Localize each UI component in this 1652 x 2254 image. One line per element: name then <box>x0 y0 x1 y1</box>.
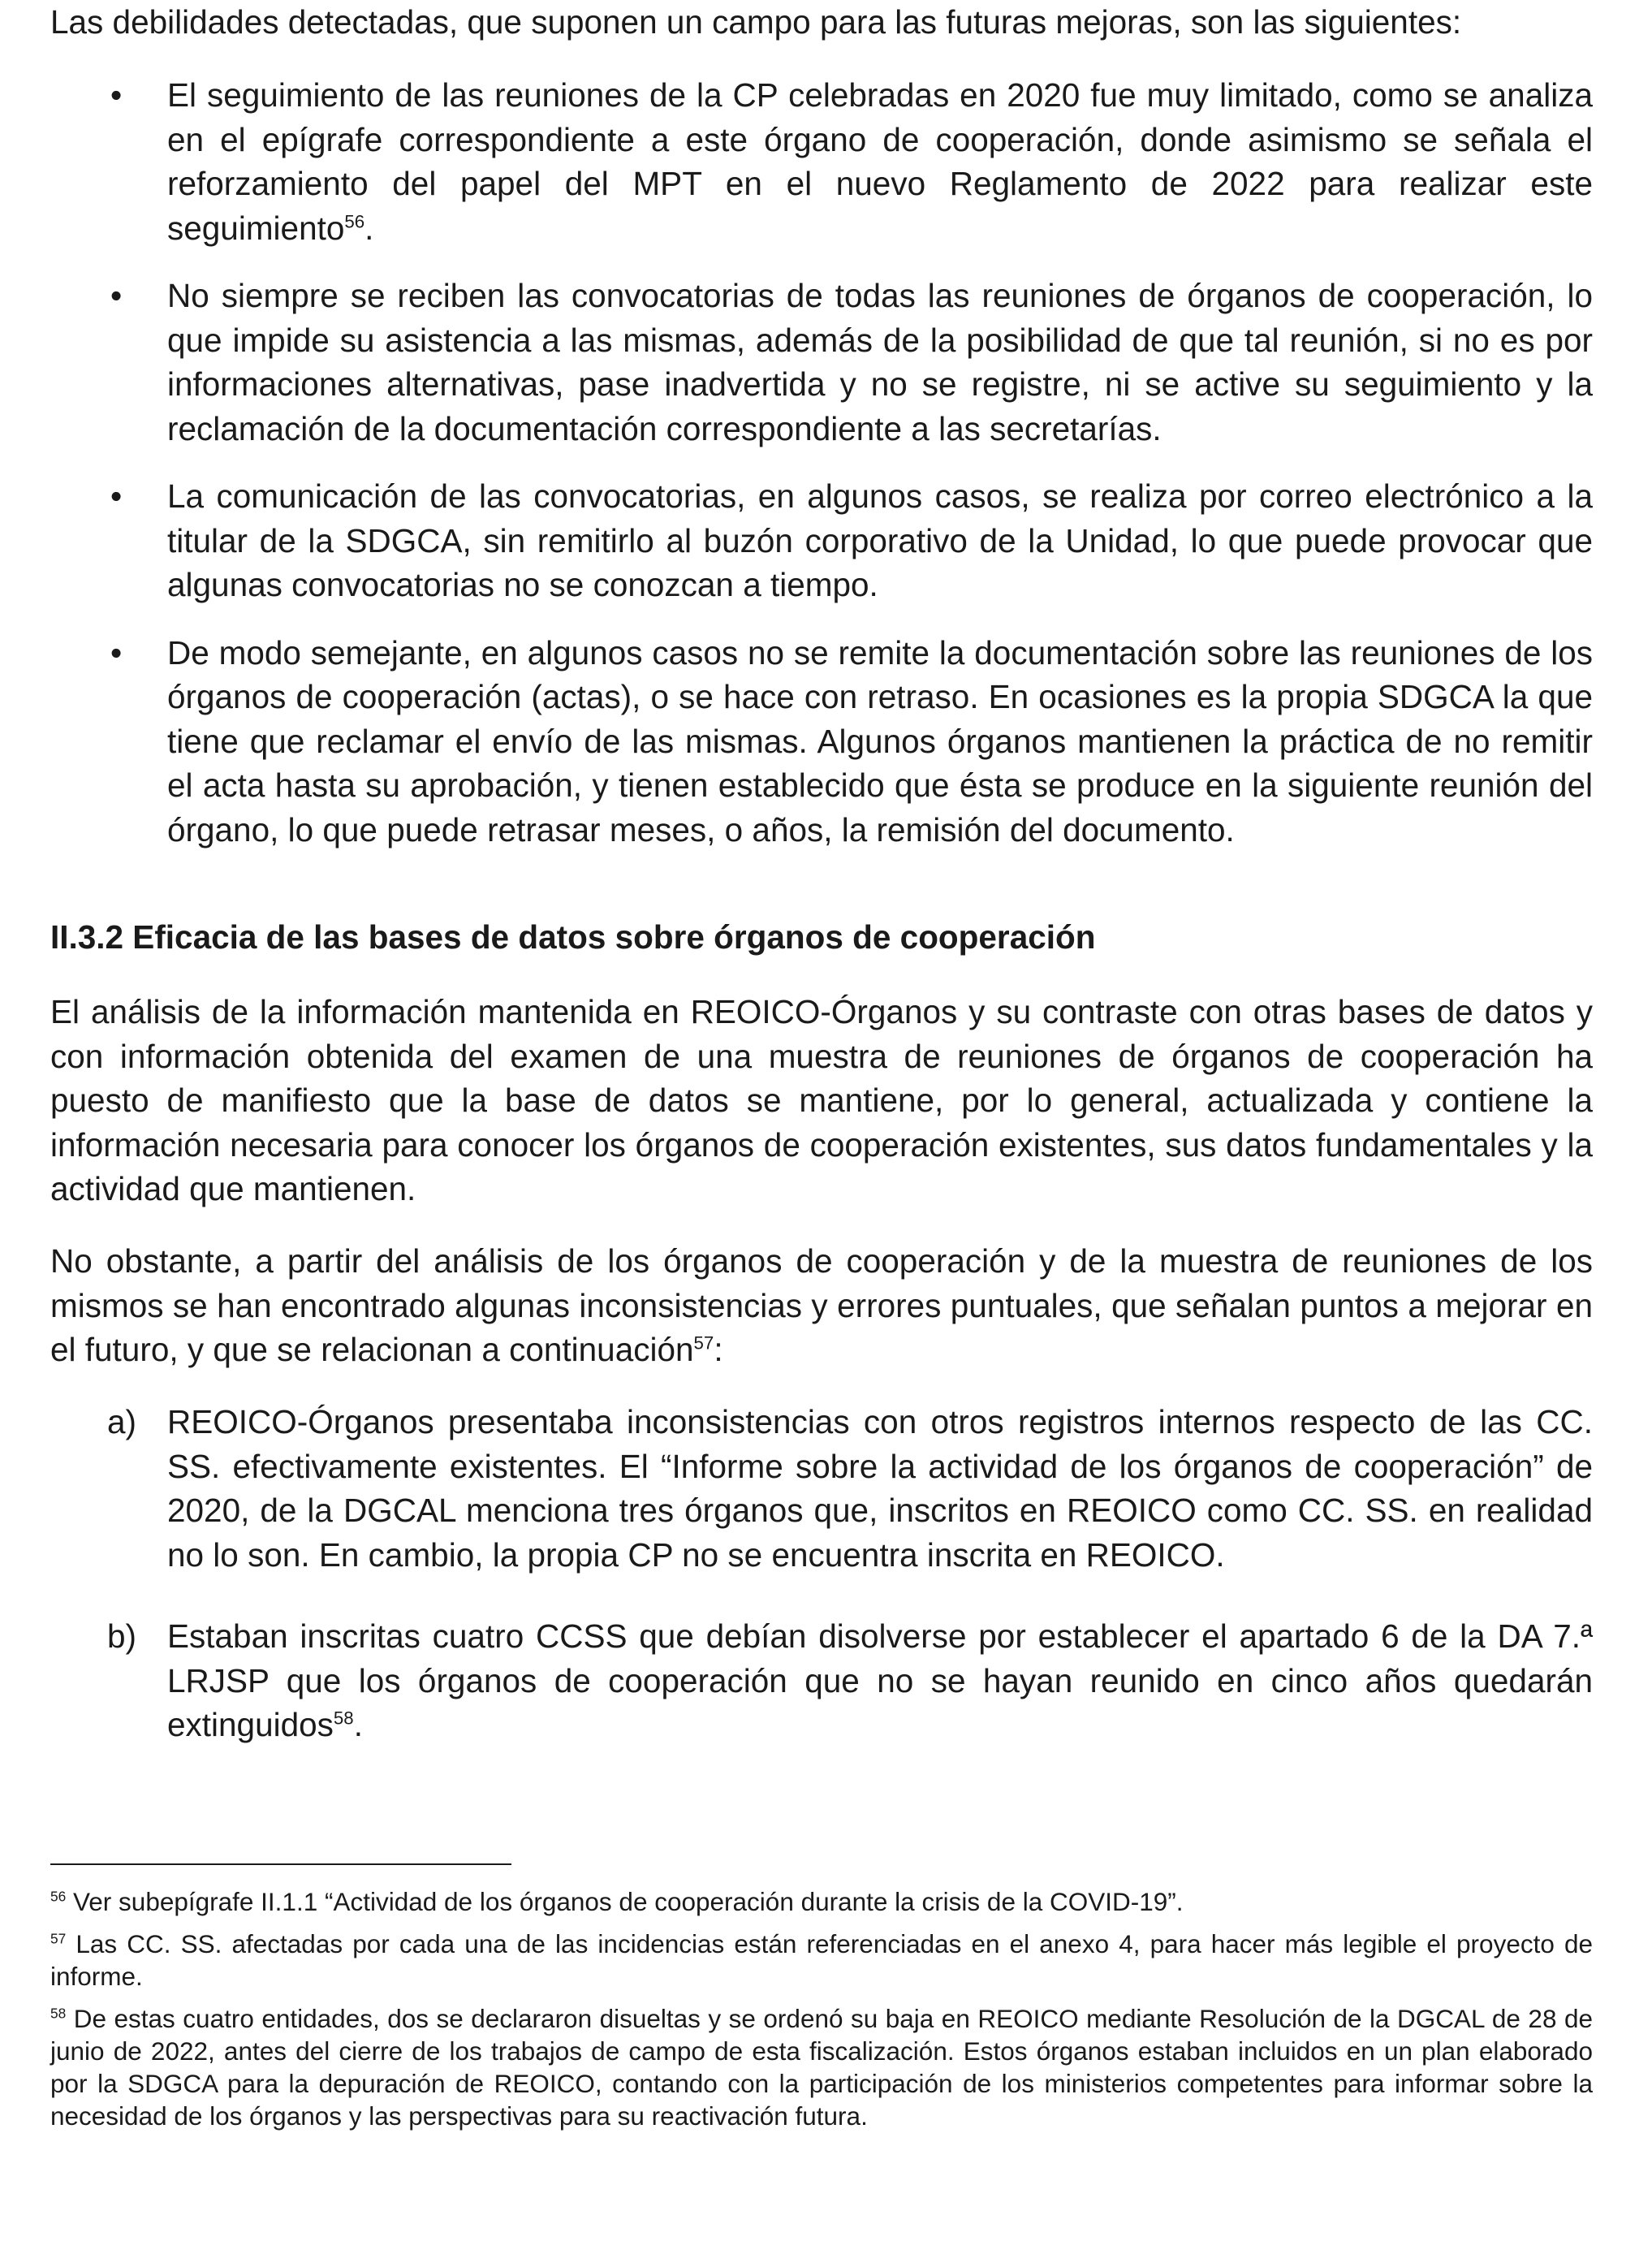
paragraph-text: No obstante, a partir del análisis de los órganos de cooperación y de la muestra de reuniones de los mismos se han encontrado algunas inconsistencias y errores puntuales, que señalan puntos a mejorar en el futuro, y que se relacionan a continuación <box>50 1242 1593 1368</box>
bullet-item <box>50 73 1593 250</box>
paragraph-tail: : <box>714 1331 723 1368</box>
weaknesses-list <box>50 73 1593 875</box>
footnote-ref-58[interactable]: 58 <box>333 1708 354 1729</box>
lettered-list <box>50 1400 1593 1747</box>
bullet-item <box>50 631 1593 853</box>
footnote-text: Ver subepígrafe II.1.1 “Actividad de los órganos de cooperación durante la crisis de la COVID-19”. <box>66 1887 1184 1916</box>
footnote-text: De estas cuatro entidades, dos se declararon disueltas y se ordenó su baja en REOICO mediante Resolución de la DGCAL de 28 de junio de 2022, antes del cierre de los trabajos de campo de esta fiscalización. Estos órganos estaban incluidos en un plan elaborado por la SDGCA para la depuración de REOICO, contando con la participación de los ministerios competentes para informar sobre la necesidad de los órganos y las perspectivas para su reactivación futura. <box>50 2004 1593 2131</box>
bullet-item <box>50 474 1593 607</box>
bullet-marker: • <box>110 477 123 515</box>
footnotes <box>50 1885 1593 2142</box>
list-marker: a) <box>107 1403 137 1440</box>
footnote-separator <box>50 1863 511 1865</box>
list-item-text: Estaban inscritas cuatro CCSS que debían disolverse por establecer el apartado 6 de la DA 7.ª LRJSP que los órganos de cooperación que no se hayan reunido en cinco años quedarán extinguidos <box>167 1617 1593 1743</box>
footnote-ref-56[interactable]: 56 <box>344 211 365 231</box>
list-item-text: REOICO-Órganos presentaba inconsistencias con otros registros internos respecto de las CC. SS. efectivamente existentes. El “Informe sobre la actividad de los órganos de cooperación” de 2020, de la DGCAL menciona tres órganos que, inscritos en REOICO como CC. SS. en realidad no lo son. En cambio, la propia CP no se encuentra inscrita en REOICO. <box>167 1403 1593 1574</box>
footnote-ref-57[interactable]: 57 <box>693 1332 714 1354</box>
list-item-tail: . <box>353 1706 363 1743</box>
footnote-56 <box>50 1885 1593 1918</box>
section-heading: II.3.2 Eficacia de las bases de datos sobre órganos de cooperación <box>50 918 1096 956</box>
bullet-item <box>50 274 1593 451</box>
bullet-marker: • <box>110 277 123 314</box>
bullet-text: No siempre se reciben las convocatorias de todas las reuniones de órganos de cooperación, lo que impide su asistencia a las mismas, además de la posibilidad de que tal reunión, si no es por informaciones alternativas, pase inadvertida y no se registre, ni se active su seguimiento y la reclamación de la documentación correspondiente a las secretarías. <box>167 277 1593 447</box>
footnote-number: 56 <box>50 1888 67 1905</box>
bullet-marker: • <box>110 76 123 114</box>
footnote-58 <box>50 2002 1593 2132</box>
body-paragraph-2 <box>50 1239 1593 1372</box>
list-marker: b) <box>107 1617 137 1655</box>
footnote-number: 58 <box>50 2005 67 2022</box>
lettered-item-a <box>50 1400 1593 1577</box>
bullet-text: La comunicación de las convocatorias, en algunos casos, se realiza por correo electrónico a la titular de la SDGCA, sin remitirlo al buzón corporativo de la Unidad, lo que puede provocar que algunas convocatorias no se conozcan a tiempo. <box>167 477 1593 603</box>
body-paragraph-1: El análisis de la información mantenida en REOICO-Órganos y su contraste con otras bases de datos y con información obtenida del examen de una muestra de reuniones de órganos de cooperación ha puesto de manifiesto que la base de datos se mantiene, por lo general, actualizada y contiene la información necesaria para conocer los órganos de cooperación existentes, sus datos fundamentales y la actividad que mantienen. <box>50 993 1593 1207</box>
bullet-marker: • <box>110 633 123 671</box>
bullet-text: De modo semejante, en algunos casos no se remite la documentación sobre las reuniones de los órganos de cooperación (actas), o se hace con retraso. En ocasiones es la propia SDGCA la que tiene que reclamar el envío de las mismas. Algunos órganos mantienen la práctica de no remitir el acta hasta su aprobación, y tienen establecido que ésta se produce en la siguiente reunión del órgano, lo que puede retrasar meses, o años, la remisión del documento. <box>167 633 1593 848</box>
footnote-number: 57 <box>50 1930 67 1947</box>
lettered-item-b <box>50 1614 1593 1747</box>
footnote-57 <box>50 1928 1593 1993</box>
bullet-text: El seguimiento de las reuniones de la CP celebradas en 2020 fue muy limitado, como se analiza en el epígrafe correspondiente a este órgano de cooperación, donde asimismo se señala el reforzamiento del papel del MPT en el nuevo Reglamento de 2022 para realizar este seguimiento <box>167 76 1593 247</box>
bullet-tail: . <box>364 209 374 247</box>
footnote-text: Las CC. SS. afectadas por cada una de las incidencias están referenciadas en el anexo 4, para hacer más legible el proyecto de informe. <box>50 1929 1593 1991</box>
intro-paragraph: Las debilidades detectadas, que suponen un campo para las futuras mejoras, son las siguientes: <box>50 3 1462 41</box>
